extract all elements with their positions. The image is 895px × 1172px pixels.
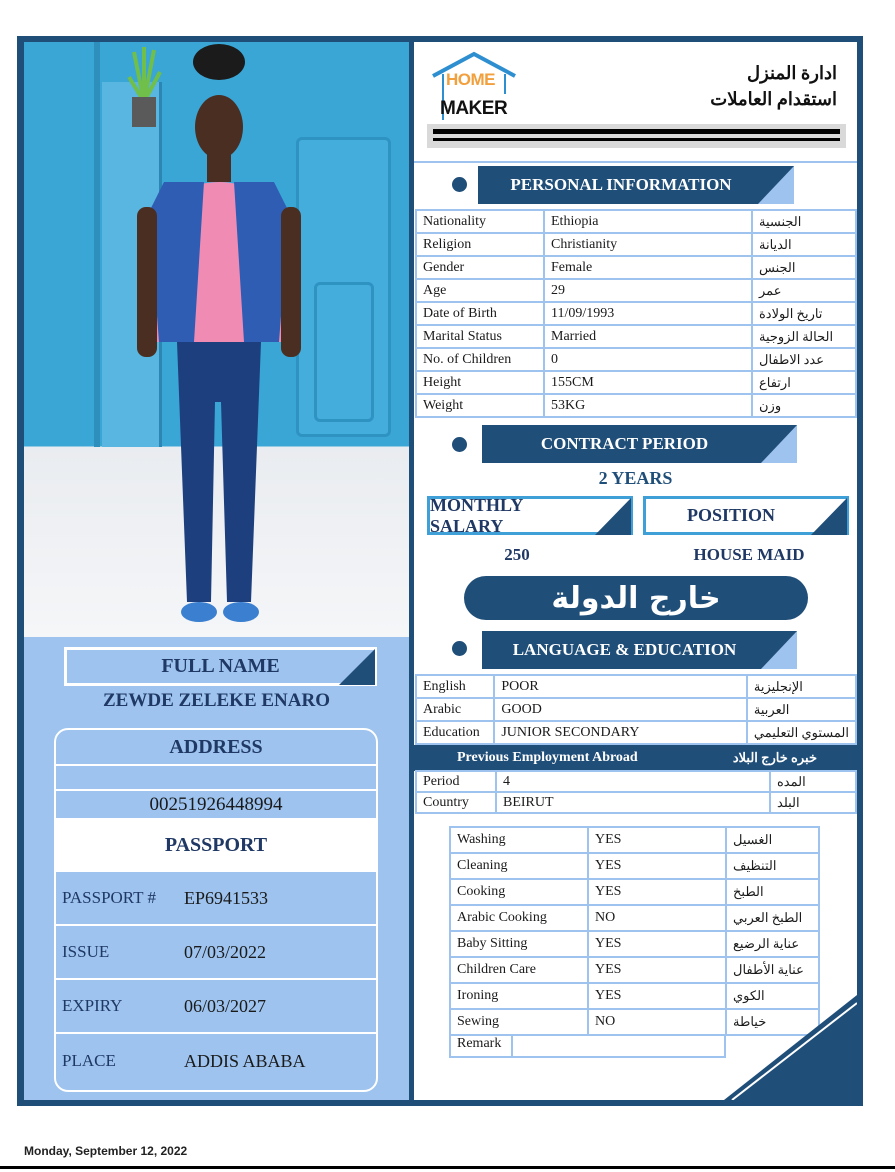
remark-row (449, 1034, 726, 1058)
position-header (643, 496, 849, 535)
skill-row-value: YES (588, 931, 726, 957)
language-row (416, 675, 856, 698)
candidate-photo (24, 42, 409, 637)
previous-employment-table (415, 770, 857, 814)
skill-row-arabic: الغسيل (726, 827, 819, 853)
banner-triangle-icon (758, 166, 794, 204)
language-row (416, 698, 856, 721)
personal-row (416, 256, 856, 279)
skill-row-value: YES (588, 827, 726, 853)
skill-row-arabic: الطبخ (726, 879, 819, 905)
personal-row-value: Female (544, 256, 752, 279)
personal-row-label: Religion (416, 233, 544, 256)
corner-triangle-icon (811, 498, 847, 535)
personal-row-label: Gender (416, 256, 544, 279)
passport-place-value: ADDIS ABABA (184, 1050, 306, 1071)
personal-row-value: 11/09/1993 (544, 302, 752, 325)
personal-row-label: Weight (416, 394, 544, 417)
passport-number-value: EP6941533 (184, 887, 269, 908)
monthly-salary-value: 250 (504, 545, 530, 564)
bullet-icon (452, 437, 467, 452)
passport-number-label: PASSPORT # (62, 888, 156, 907)
monthly-salary-label: MONTHLY SALARY (430, 494, 523, 536)
personal-row-value: 155CM (544, 371, 752, 394)
language-row-arabic: العربية (747, 698, 856, 721)
personal-row (416, 279, 856, 302)
personal-row-value: 0 (544, 348, 752, 371)
footer-line (0, 1166, 895, 1169)
personal-row-arabic: الجنس (752, 256, 856, 279)
passport-row-place (56, 1034, 376, 1088)
previous-employment-row-value: 4 (496, 771, 770, 792)
language-row (416, 721, 856, 744)
skill-row-value: YES (588, 957, 726, 983)
language-row-arabic: المستوي التعليمي (747, 721, 856, 744)
personal-row-arabic: عدد الاطفال (752, 348, 856, 371)
language-education-title: LANGUAGE & EDUCATION (512, 640, 737, 659)
contract-period-banner (482, 425, 797, 463)
remark-label: Remark (449, 1034, 513, 1058)
contract-period-title: CONTRACT PERIOD (540, 434, 709, 453)
address-blank-row (56, 766, 376, 791)
previous-employment-row-value: BEIRUT (496, 792, 770, 813)
passport-issue-label: ISSUE (62, 942, 110, 961)
skill-row (450, 931, 819, 957)
skill-row-label: Baby Sitting (450, 931, 588, 957)
skill-row-arabic: عناية الأطفال (726, 957, 819, 983)
logo-home-text: HOME (446, 70, 495, 89)
personal-row-arabic: تاريخ الولادة (752, 302, 856, 325)
header-divider (427, 124, 846, 148)
personal-row-label: Age (416, 279, 544, 302)
previous-employment-row-arabic: المده (770, 771, 856, 792)
abroad-badge: خارج الدولة (464, 576, 808, 620)
language-row-value: GOOD (494, 698, 747, 721)
full-name-value: ZEWDE ZELEKE ENARO (103, 690, 330, 711)
previous-employment-row (416, 792, 856, 813)
skill-row-label: Washing (450, 827, 588, 853)
skill-row (450, 879, 819, 905)
skill-row-value: NO (588, 905, 726, 931)
personal-row (416, 302, 856, 325)
skill-row-value: YES (588, 853, 726, 879)
personal-info-banner (478, 166, 794, 204)
language-row-label: Arabic (416, 698, 494, 721)
personal-row-value: Married (544, 325, 752, 348)
skill-row (450, 827, 819, 853)
skill-row-label: Children Care (450, 957, 588, 983)
language-row-label: English (416, 675, 494, 698)
personal-row-arabic: ارتفاع (752, 371, 856, 394)
skill-row-value: NO (588, 1009, 726, 1035)
remark-value (513, 1034, 726, 1058)
skill-row-label: Arabic Cooking (450, 905, 588, 931)
arabic-title-line1: ادارة المنزل (747, 63, 837, 83)
personal-info-title: PERSONAL INFORMATION (510, 175, 732, 194)
passport-place-label: PLACE (62, 1051, 116, 1070)
personal-row (416, 394, 856, 417)
personal-row-arabic: الجنسية (752, 210, 856, 233)
passport-expiry-label: EXPIRY (62, 996, 123, 1015)
language-row-label: Education (416, 721, 494, 744)
skill-row-arabic: الطبخ العربي (726, 905, 819, 931)
skill-row-arabic: التنظيف (726, 853, 819, 879)
personal-row (416, 348, 856, 371)
passport-row-issue (56, 926, 376, 980)
skill-row-label: Cleaning (450, 853, 588, 879)
personal-row-label: No. of Children (416, 348, 544, 371)
previous-employment-row-label: Period (416, 771, 496, 792)
previous-employment-row (416, 771, 856, 792)
corner-decoration (724, 995, 857, 1100)
personal-info-table (415, 209, 857, 418)
personal-row-value: 53KG (544, 394, 752, 417)
arabic-company-title (710, 60, 837, 112)
address-card (54, 728, 378, 1092)
personal-row-label: Marital Status (416, 325, 544, 348)
personal-row (416, 233, 856, 256)
skill-row-label: Ironing (450, 983, 588, 1009)
phone-number: 00251926448994 (149, 793, 283, 815)
skill-row-arabic: الكوي (726, 983, 819, 1009)
full-name-header (64, 647, 377, 686)
previous-employment-row-arabic: البلد (770, 792, 856, 813)
previous-employment-row-label: Country (416, 792, 496, 813)
header-line (414, 161, 857, 163)
skill-row-value: YES (588, 879, 726, 905)
skill-row-arabic: خياطة (726, 1009, 819, 1035)
passport-label: PASSPORT (56, 818, 376, 872)
skill-row (450, 905, 819, 931)
banner-triangle-icon (761, 425, 797, 463)
passport-row-expiry (56, 980, 376, 1034)
personal-row-arabic: عمر (752, 279, 856, 302)
contract-period-value: 2 YEARS (598, 468, 673, 488)
previous-employment-bar (414, 745, 857, 771)
previous-employment-title: Previous Employment Abroad (457, 750, 638, 765)
personal-row-label: Date of Birth (416, 302, 544, 325)
personal-row-value: 29 (544, 279, 752, 302)
position-value: HOUSE MAID (693, 545, 805, 564)
personal-row-arabic: الحالة الزوجية (752, 325, 856, 348)
corner-triangle-icon (339, 649, 375, 685)
passport-row-number (56, 872, 376, 926)
position-label: POSITION (686, 505, 776, 525)
personal-row (416, 371, 856, 394)
logo-maker-text: MAKER (440, 98, 508, 119)
language-table (415, 674, 857, 745)
language-row-arabic: الإنجليزية (747, 675, 856, 698)
language-education-banner (482, 631, 797, 669)
personal-row-value: Christianity (544, 233, 752, 256)
personal-row-label: Height (416, 371, 544, 394)
bullet-icon (452, 641, 467, 656)
skill-row-value: YES (588, 983, 726, 1009)
personal-row-arabic: الديانة (752, 233, 856, 256)
person-silhouette (119, 42, 319, 637)
skill-row (450, 957, 819, 983)
skill-row-arabic: عناية الرضيع (726, 931, 819, 957)
personal-row-value: Ethiopia (544, 210, 752, 233)
arabic-title-line2: استقدام العاملات (710, 89, 837, 109)
previous-employment-title-ar: خبره خارج البلاد (732, 750, 817, 765)
personal-row (416, 325, 856, 348)
skill-row-label: Sewing (450, 1009, 588, 1035)
personal-row-arabic: وزن (752, 394, 856, 417)
full-name-label: FULL NAME (161, 655, 280, 677)
passport-issue-value: 07/03/2022 (184, 941, 267, 962)
language-row-value: JUNIOR SECONDARY (494, 721, 747, 744)
passport-expiry-value: 06/03/2027 (184, 995, 267, 1016)
footer-date: Monday, September 12, 2022 (24, 1144, 188, 1158)
banner-triangle-icon (761, 631, 797, 669)
bullet-icon (452, 177, 467, 192)
skill-row (450, 853, 819, 879)
personal-row (416, 210, 856, 233)
skill-row-label: Cooking (450, 879, 588, 905)
address-label: ADDRESS (56, 730, 376, 766)
language-row-value: POOR (494, 675, 747, 698)
corner-triangle-icon (595, 498, 631, 535)
monthly-salary-header (427, 496, 633, 535)
personal-row-label: Nationality (416, 210, 544, 233)
